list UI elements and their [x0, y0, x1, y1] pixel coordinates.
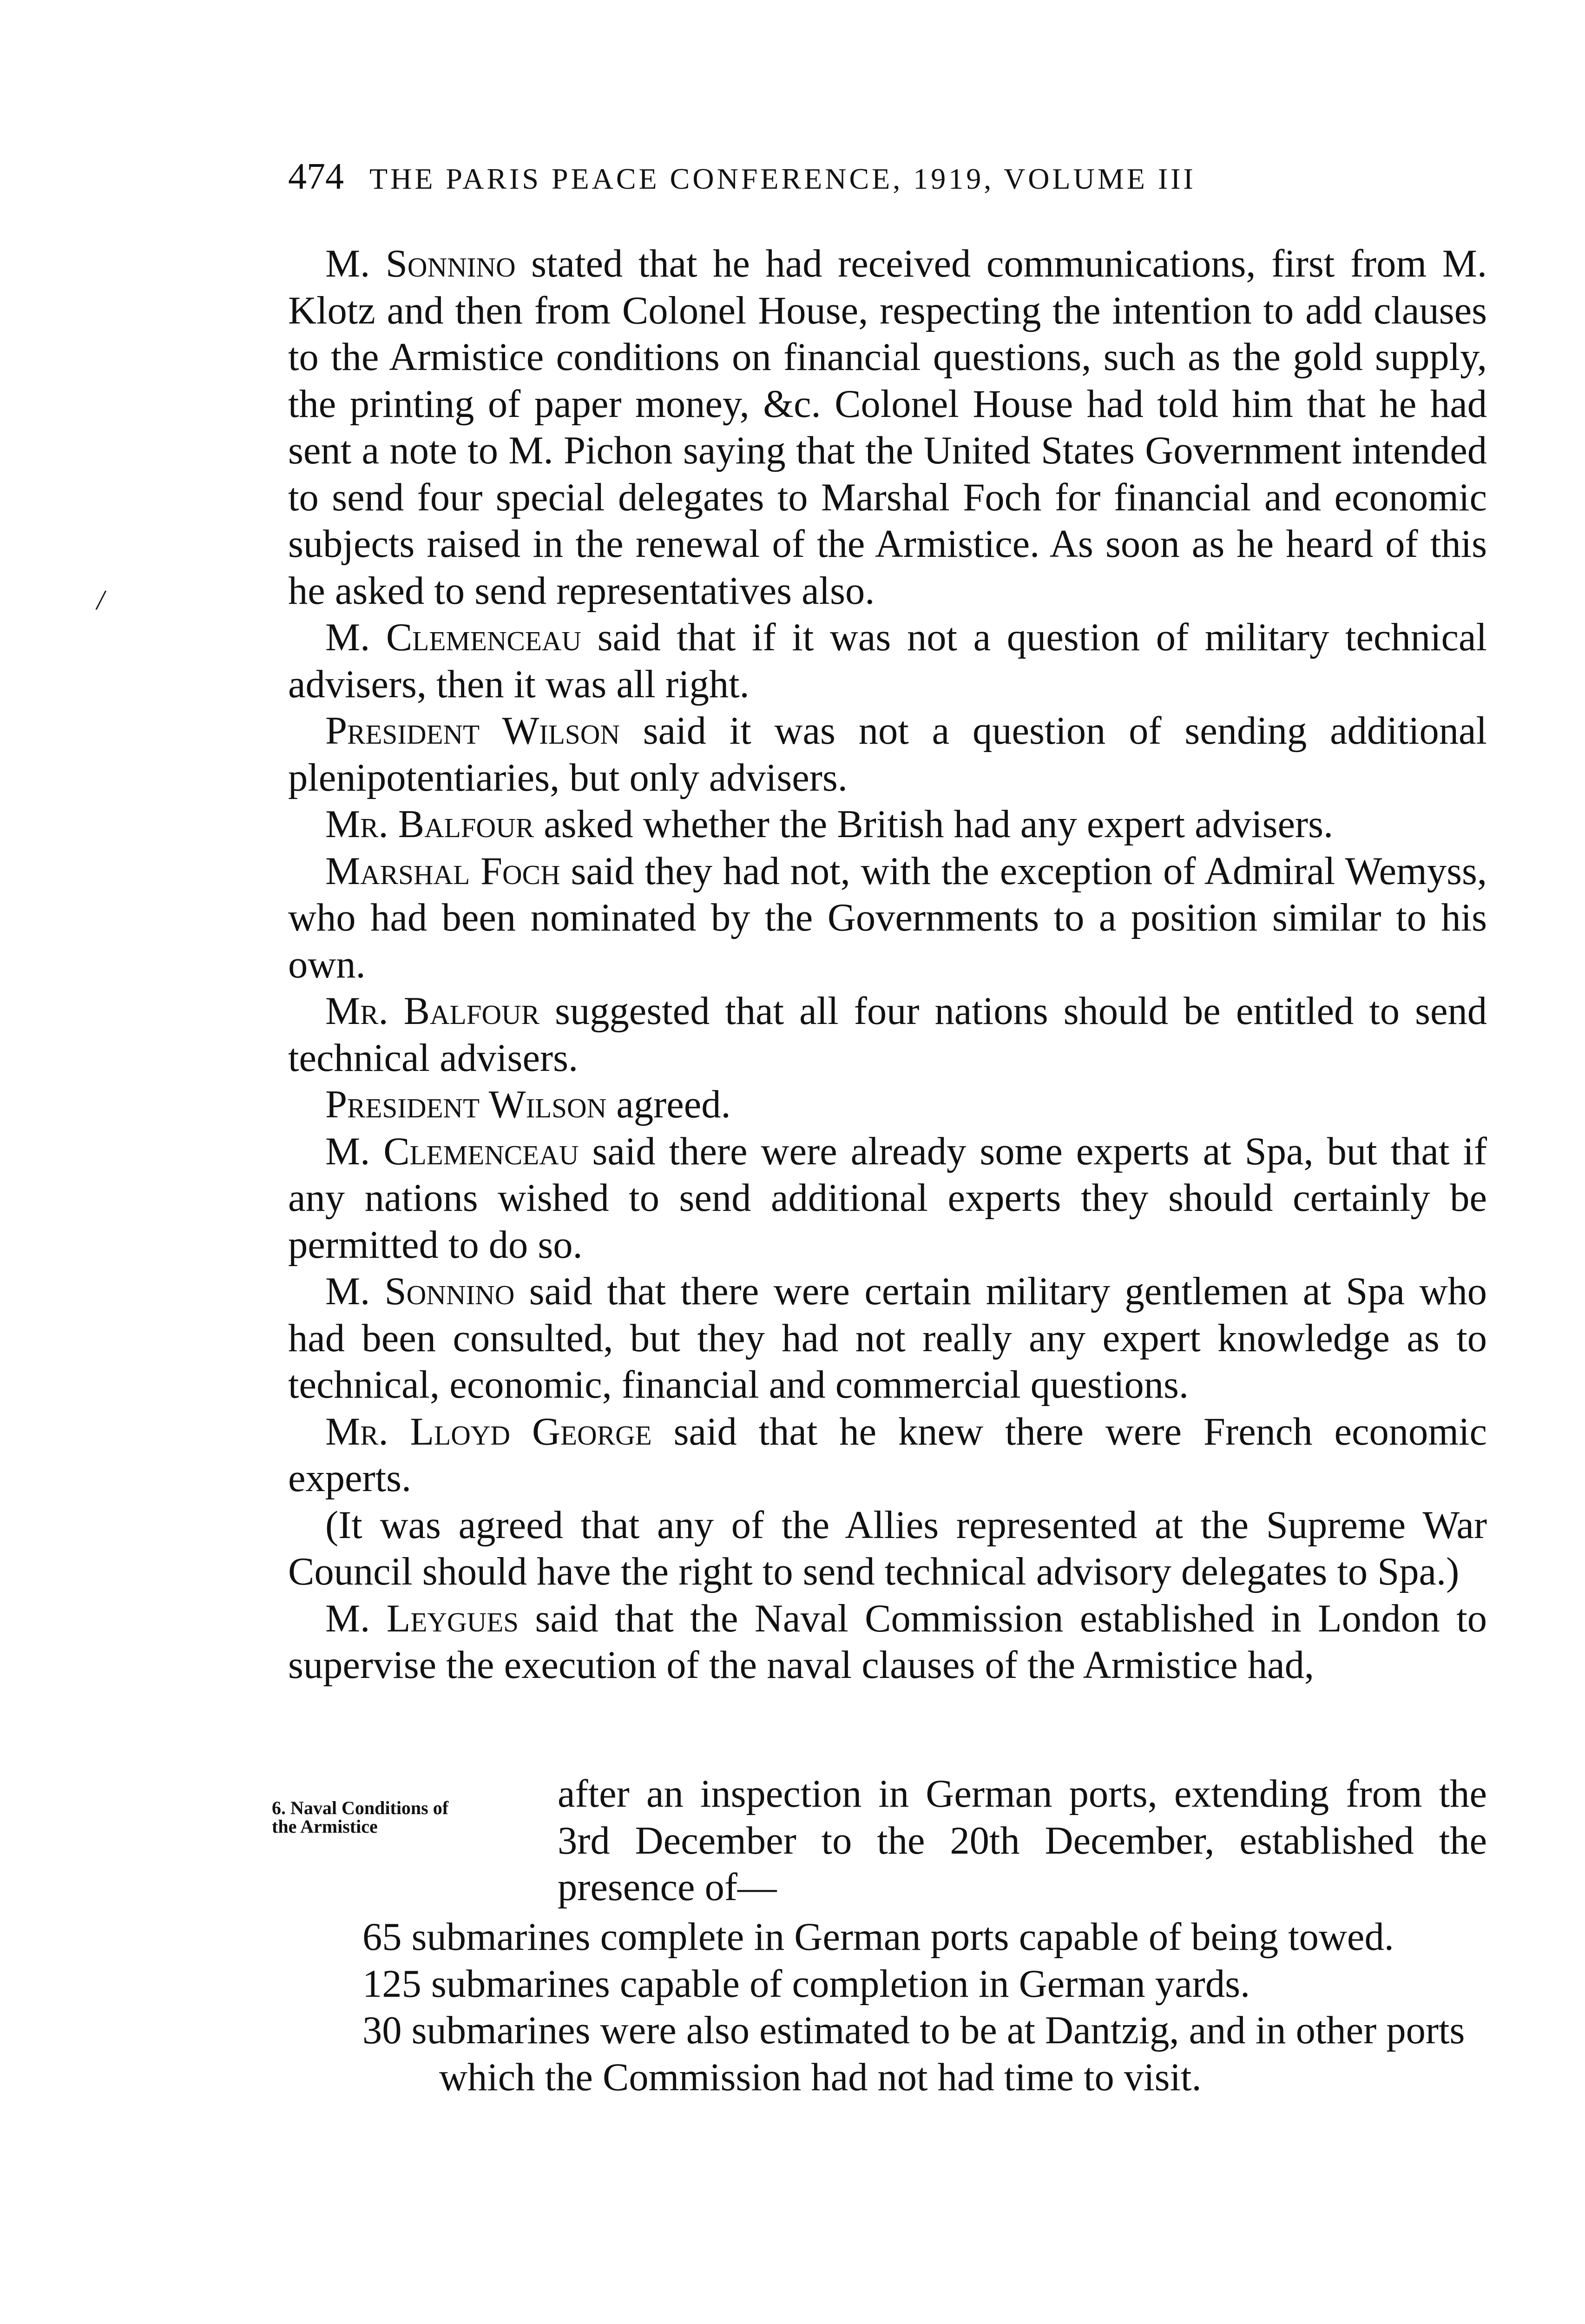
speaker-name: Mr. Balfour	[325, 990, 540, 1033]
paragraph-text: said it was not a question of sending additional plenipotentiaries, but only advisers.	[288, 709, 1487, 799]
speaker-name: Marshal Foch	[325, 849, 560, 893]
list-item: 125 submarines capable of completion in German yards.	[362, 1962, 1250, 2006]
naval-continuation: after an inspection in German ports, extending from the 3rd December to the 20th December, established the presence of—	[558, 1772, 1487, 1909]
page-number: 474	[288, 156, 344, 197]
paragraph-text: said that there were certain military gentlemen at Spa who had been consulted, but they had not really any expert knowledge as to technical, economic, financial and commercial questions.	[288, 1270, 1487, 1406]
speaker-name: M. Clemenceau	[325, 1129, 579, 1173]
paragraph	[288, 1596, 1487, 1689]
paragraph-text: said that if it was not a question of military technical advisers, then it was all right.	[288, 616, 1487, 706]
list-item: 30 submarines were also estimated to be at Dantzig, and in other ports which the Commission had not had time to visit.	[362, 2009, 1465, 2099]
paragraph	[288, 1082, 1487, 1129]
paragraph	[288, 1409, 1487, 1502]
paragraph-text: asked whether the British had any expert advisers.	[534, 803, 1334, 846]
paragraph-text: agreed.	[606, 1083, 731, 1126]
paragraph	[288, 988, 1487, 1082]
running-header	[288, 153, 1496, 202]
speaker-name: M. Leygues	[325, 1597, 519, 1640]
paragraph-text: suggested that all four nations should be entitled to send technical advisers.	[288, 990, 1487, 1080]
body-text	[288, 241, 1487, 1689]
submarine-list	[362, 1914, 1487, 2101]
paragraph	[288, 614, 1487, 708]
speaker-name: M. Sonnino	[325, 242, 516, 285]
speaker-name: M. Sonnino	[325, 1270, 515, 1313]
paragraph	[288, 1129, 1487, 1269]
list-item: 65 submarines complete in German ports capable of being towed.	[362, 1915, 1394, 1959]
paragraph-text: said that he knew there were French economic experts.	[288, 1410, 1487, 1500]
speaker-name: Mr. Lloyd George	[325, 1410, 652, 1453]
paragraph-text: said they had not, with the exception of Admiral Wemyss, who had been nominated by the Governments to a position similar to his own.	[288, 849, 1487, 986]
paragraph-text: said that the Naval Commission established in London to supervise the execution of the naval clauses of the Armistice had,	[288, 1597, 1487, 1687]
paragraph	[288, 1502, 1487, 1596]
paragraph	[288, 1268, 1487, 1409]
paragraph	[288, 848, 1487, 989]
running-title: THE PARIS PEACE CONFERENCE, 1919, VOLUME III	[369, 162, 1196, 195]
margin-mark: /	[97, 585, 105, 615]
paragraph	[288, 708, 1487, 801]
paragraph-text: said there were already some experts at Spa, but that if any nations wished to send additional experts they should certainly be permitted to do so.	[288, 1129, 1487, 1267]
speaker-name: President Wilson	[325, 1083, 607, 1126]
paragraph	[288, 801, 1487, 848]
margin-sidenote: 6. Naval Conditions of the Armistice	[272, 1797, 449, 1837]
paragraph	[288, 241, 1487, 614]
speaker-name: M. Clemenceau	[325, 616, 582, 659]
speaker-name: President Wilson	[325, 709, 620, 753]
speaker-name: Mr. Balfour	[325, 803, 534, 846]
paragraph-text: stated that he had received communications, first from M. Klotz and then from Colonel House, respecting the intention to add clauses to the Armistice conditions on financial questions, such as the gold supply, the printing of paper money, &c. Colonel House had told him that he had sent a note to M. Pichon saying that the United States Government intended to send four special delegates to Marshal Foch for financial and economic subjects raised in the renewal of the Armistice. As soon as he heard of this he asked to send representatives also.	[288, 242, 1487, 613]
paragraph-text: (It was agreed that any of the Allies represented at the Supreme War Council should have the right to send technical advisory delegates to Spa.)	[288, 1503, 1487, 1593]
